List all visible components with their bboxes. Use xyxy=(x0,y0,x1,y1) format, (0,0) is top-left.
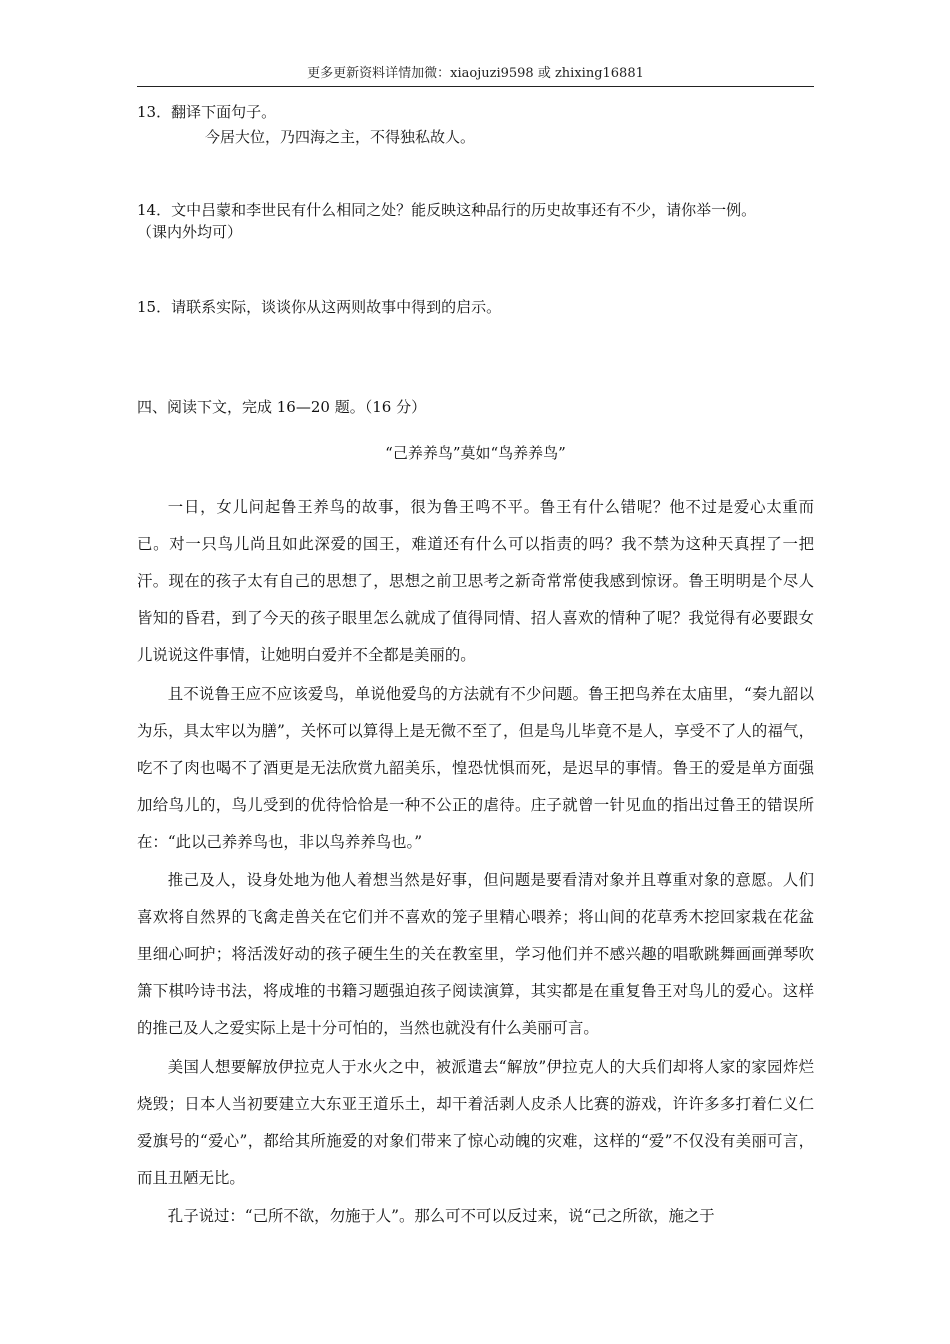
page-header xyxy=(137,64,814,87)
question-15-label: 15．请联系实际，谈谈你从这两则故事中得到的启示。 xyxy=(137,298,502,316)
question-13-label: 13．翻译下面句子。 xyxy=(137,103,277,121)
article-paragraph-3: 推己及人，设身处地为他人着想当然是好事，但问题是要看清对象并且尊重对象的意愿。人们喜欢将自然界的飞禽走兽关在它们并不喜欢的笼子里精心喂养；将山间的花草秀木挖回家栽在花盆里细心呵护；将活泼好动的孩子硬生生的关在教室里，学习他们并不感兴趣的唱歌跳舞画画弹琴吹箫下棋吟诗书法，将成堆的书籍习题强迫孩子阅读演算，其实都是在重复鲁王对鸟儿的爱心。这样的推己及人之爱实际上是十分可怕的，当然也就没有什么美丽可言。 xyxy=(137,871,814,1037)
article-paragraph-1: 一日，女儿问起鲁王养鸟的故事，很为鲁王鸣不平。鲁王有什么错呢？他不过是爱心太重而已。对一只鸟儿尚且如此深爱的国王，难道还有什么可以指责的吗？我不禁为这种天真捏了一把汗。现在的孩子太有自己的思想了，思想之前卫思考之新奇常常使我感到惊讶。鲁王明明是个尽人皆知的昏君，到了今天的孩子眼里怎么就成了值得同情、招人喜欢的情种了呢？我觉得有必要跟女儿说说这件事情，让她明白爱并不全都是美丽的。 xyxy=(137,498,814,664)
article-paragraph-4: 美国人想要解放伊拉克人于水火之中，被派遣去“解放”伊拉克人的大兵们却将人家的家园炸烂烧毁；日本人当初要建立大东亚王道乐土，却干着活剥人皮杀人比赛的游戏，许许多多打着仁义仁爱旗号的“爱心”，都给其所施爱的对象们带来了惊心动魄的灾难，这样的“爱”不仅没有美丽可言，而且丑陋无比。 xyxy=(137,1058,814,1187)
question-14-line-1: 14．文中吕蒙和李世民有什么相同之处？能反映这种品行的历史故事还有不少，请你举一例。 xyxy=(137,201,757,219)
article-title: “己养养鸟”莫如“鸟养养鸟” xyxy=(385,444,566,462)
article-paragraph-5: 孔子说过：“己所不欲，勿施于人”。那么可不可以反过来，说“己之所欲，施之于 xyxy=(167,1207,715,1225)
article-paragraph-2: 且不说鲁王应不应该爱鸟，单说他爱鸟的方法就有不少问题。鲁王把鸟养在太庙里，“奏九韶以为乐，具太牢以为膳”，关怀可以算得上是无微不至了，但是鸟儿毕竟不是人，享受不了人的福气，吃不了肉也喝不了酒更是无法欣赏九韶美乐，惶恐忧惧而死，是迟早的事情。鲁王的爱是单方面强加给鸟儿的，鸟儿受到的优待恰恰是一种不公正的虐待。庄子就曾一针见血的指出过鲁王的错误所在：“此以己养养鸟也，非以鸟养养鸟也。” xyxy=(137,685,814,851)
question-14-line-2: （课内外均可） xyxy=(137,223,243,241)
section-4-heading: 四、阅读下文，完成 16—20 题。（16 分） xyxy=(137,398,427,416)
header-text: 更多更新资料详情加微：xiaojuzi9598 或 zhixing16881 xyxy=(307,66,644,81)
question-13-sentence: 今居大位，乃四海之主，不得独私故人。 xyxy=(205,128,476,146)
